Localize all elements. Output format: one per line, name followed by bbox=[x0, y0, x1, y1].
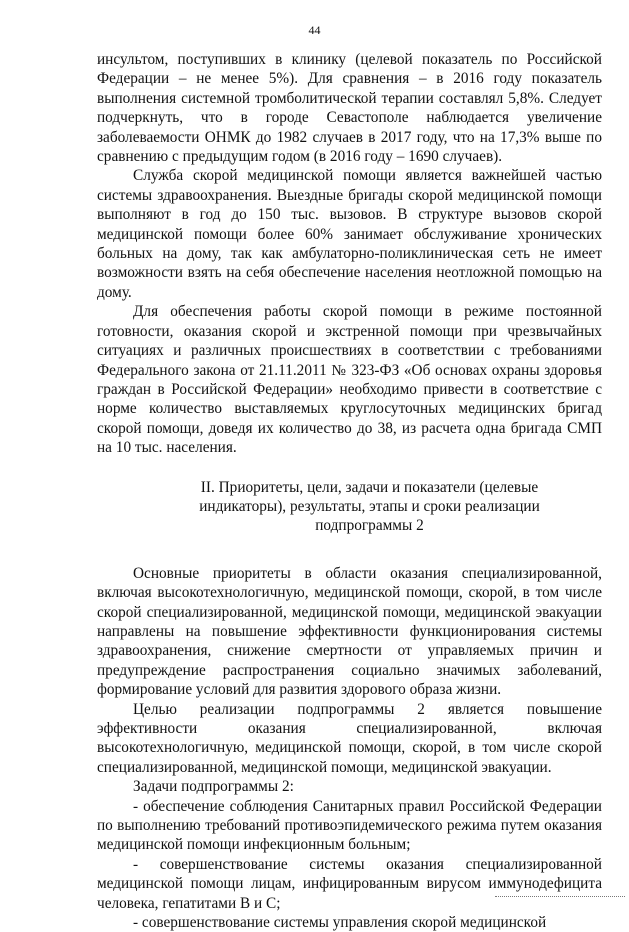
paragraph-tasks-label: Задачи подпрограммы 2: bbox=[133, 778, 294, 796]
page-number: 44 bbox=[308, 23, 321, 37]
paragraph-ambulance-service: Служба скорой медицинской помощи является важнейшей частью системы здравоохранения. Выездные бригады скорой медицинской помощи выполняют в год до 150 тыс. вызовов. В структуре вызовов скорой медицинской помощи более 60% занимает обслуживание хронических больных на дому, так как амбулаторно-поликлиническая сеть не имеет возможности взять на себя обеспечение населения неотложной помощью на дому. bbox=[97, 167, 602, 301]
list-item-ambulance-management: - совершенствование системы управления скорой медицинской bbox=[133, 914, 547, 932]
page-content bbox=[97, 50, 602, 932]
list-item-hiv-care: - совершенствование системы оказания специализированной медицинской помощи лицам, инфицированным вирусом иммунодефицита человека, гепатитами В и С; bbox=[97, 855, 602, 912]
scan-edge-mark bbox=[495, 896, 625, 903]
list-item-sanitary-rules: - обеспечение соблюдения Санитарных правил Российской Федерации по выполнению требований противоэпидемического режима путем оказания медицинской помощи инфекционным больным; bbox=[97, 797, 602, 854]
section-heading-line-2: индикаторы), результаты, этапы и сроки реализации bbox=[199, 497, 540, 515]
paragraph-stroke-statistics: инсультом, поступивших в клинику (целевой показатель по Российской Федерации – не менее 5%). Для сравнения – в 2016 году показатель выполнения системной тромболитической терапии составлял 5,8%. Следует подчеркнуть, что в городе Севастополе наблюдается увеличение заболеваемости ОНМК до 1982 случаев в 2017 году, что на 17,3% выше по сравнению с предыдущим годом (в 2016 году – 1690 случаев). bbox=[97, 51, 602, 166]
paragraph-ambulance-readiness: Для обеспечения работы скорой помощи в режиме постоянной готовности, оказания скорой и экстренной помощи при чрезвычайных ситуациях и различных происшествиях в соответствии с требованиями Федерального закона от 21.11.2011 № 323-ФЗ «Об основах охраны здоровья граждан в Российской Федерации» необходимо привести в соответствие с норме количество выставляемых круглосуточных медицинских бригад скорой помощи, доведя их количество до 38, из расчета одна бригада СМП на 10 тыс. населения. bbox=[97, 303, 602, 457]
section-heading-line-1: II. Приоритеты, цели, задачи и показатели (целевые bbox=[200, 478, 539, 496]
section-heading bbox=[97, 478, 602, 536]
paragraph-goal: Целью реализации подпрограммы 2 является повышение эффективности оказания специализированной, включая высокотехнологичную, медицинской помощи, скорой, в том числе скорой специализированной, медицинской помощи, медицинской эвакуации. bbox=[97, 700, 602, 776]
section-heading-line-3: подпрограммы 2 bbox=[315, 517, 424, 535]
paragraph-priorities: Основные приоритеты в области оказания специализированной, включая высокотехнологичную, медицинской помощи, скорой, в том числе скорой специализированной, медицинской помощи, медицинской эвакуации направлены на повышение эффективности функционирования системы здравоохранения, снижение смертности от управляемых причин и предупреждение распространения социально значимых заболеваний, формирование условий для развития здорового образа жизни. bbox=[97, 564, 602, 699]
